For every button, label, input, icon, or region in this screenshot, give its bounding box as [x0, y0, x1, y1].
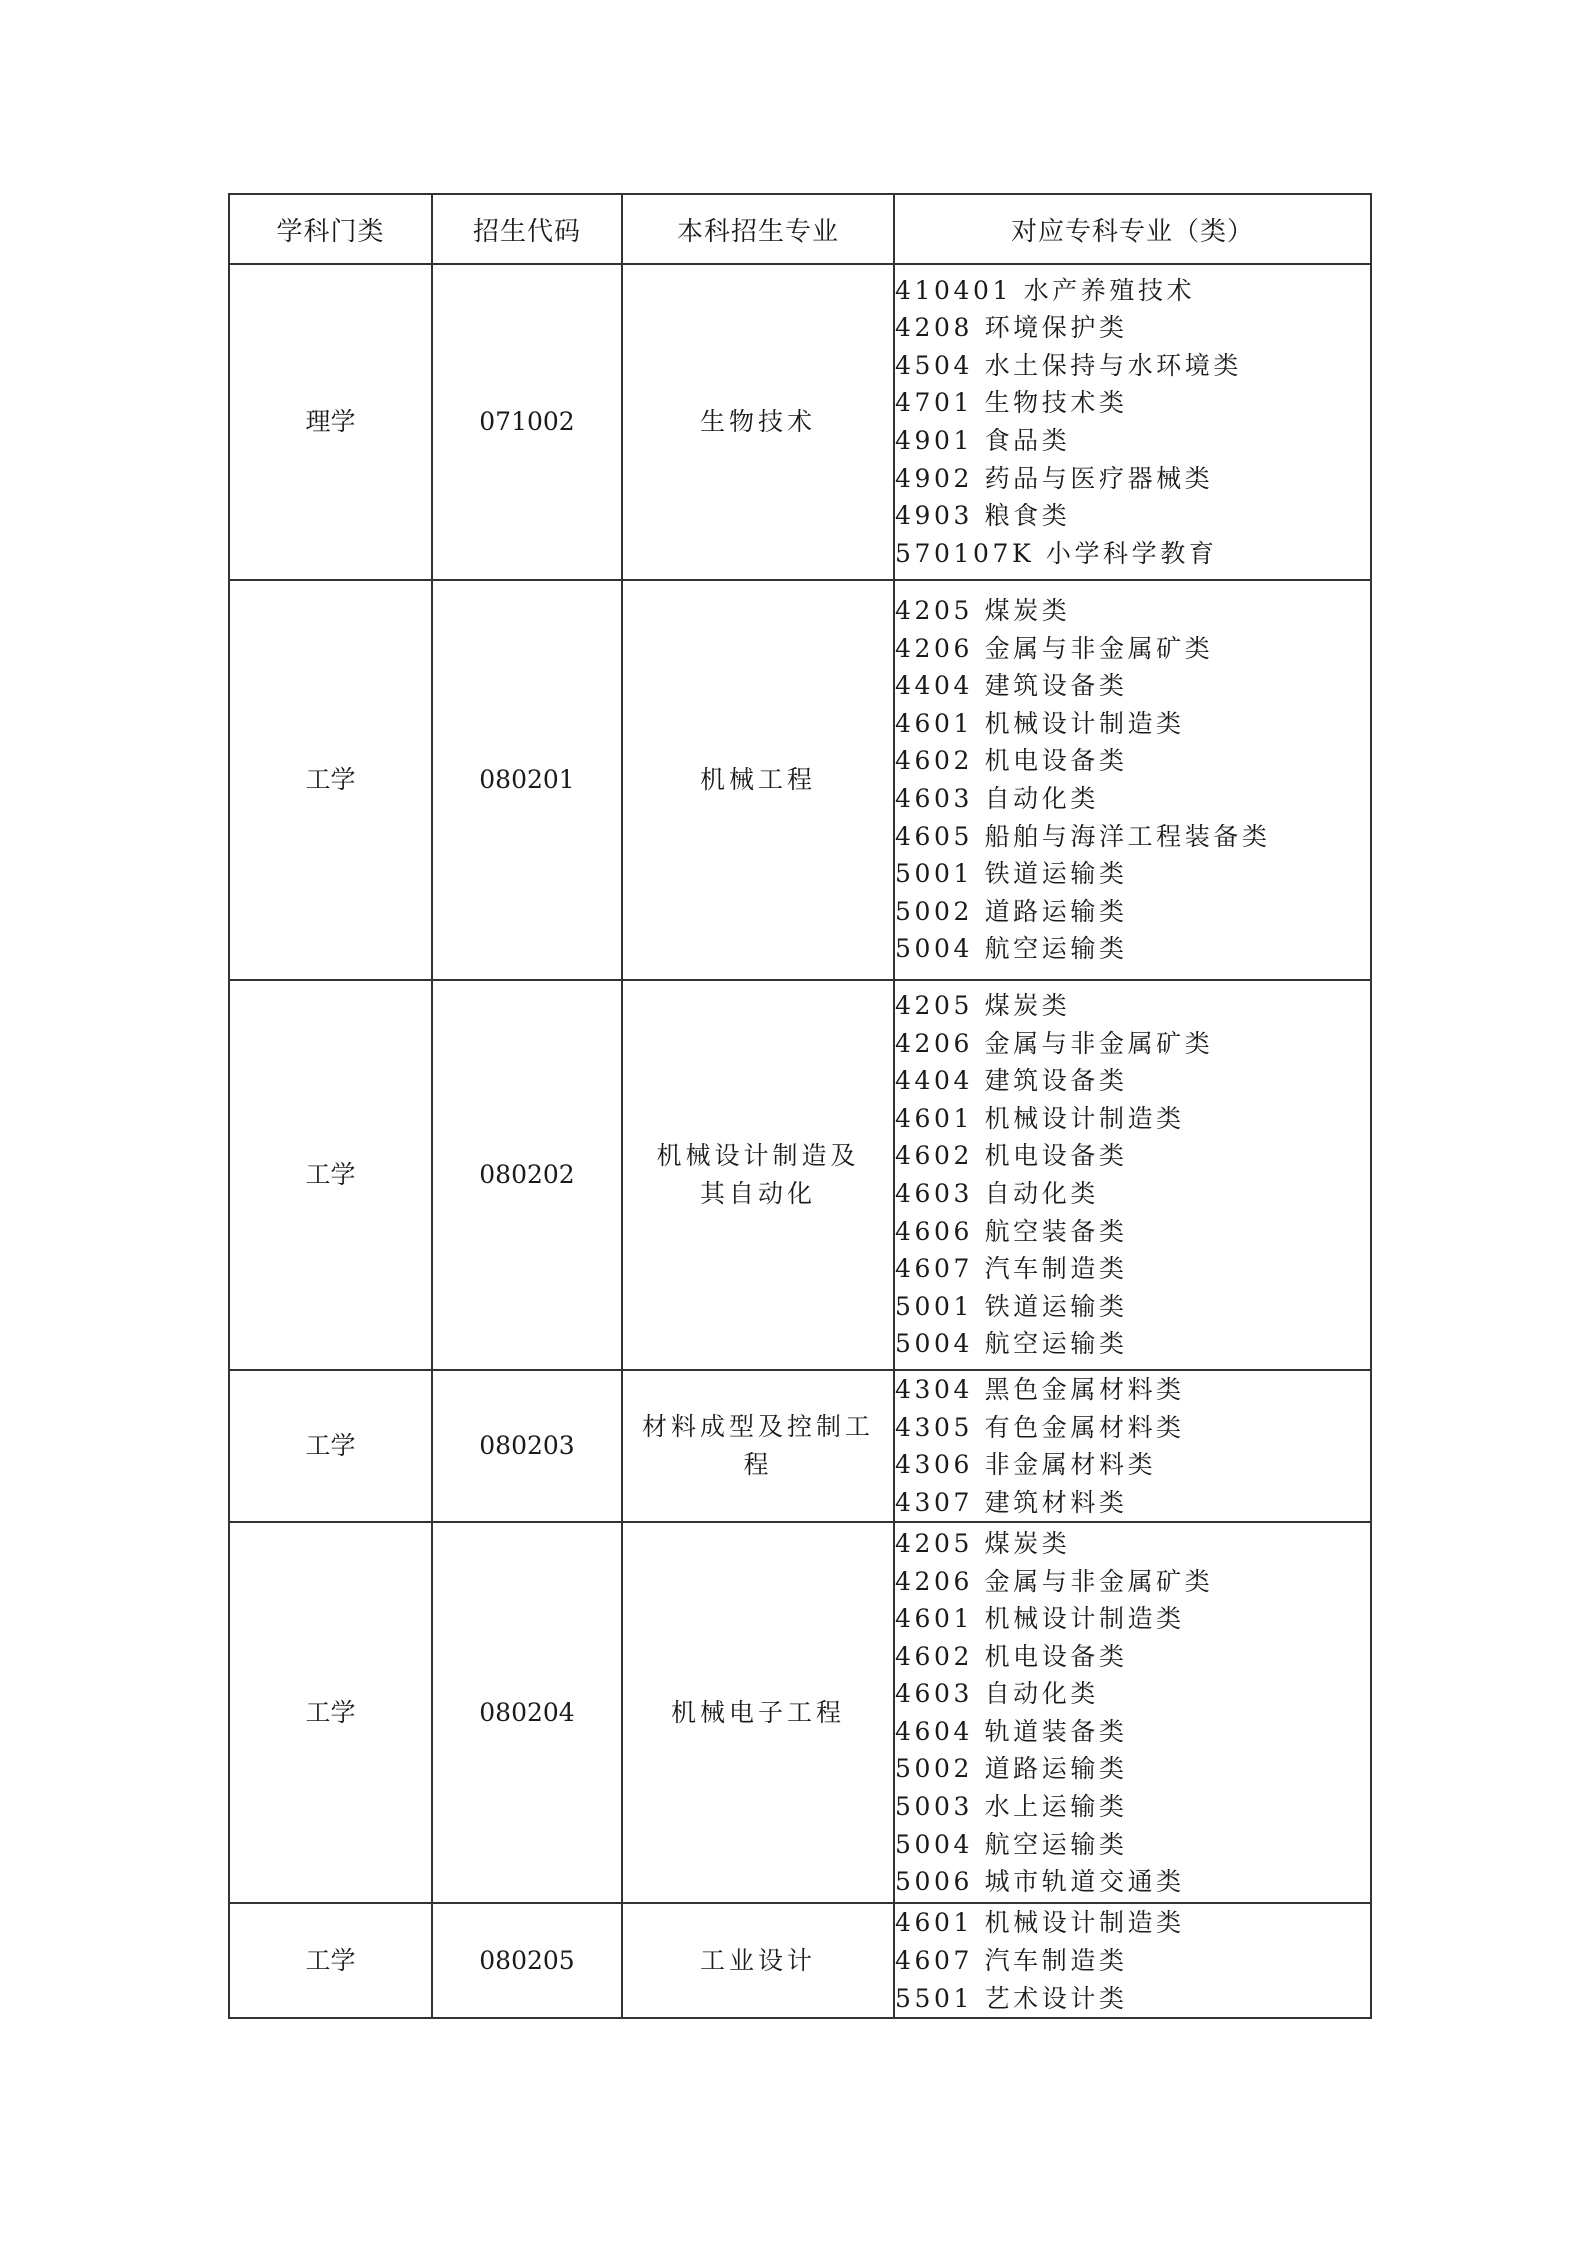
table-row: [229, 264, 1371, 580]
majors-table: [228, 193, 1372, 2019]
major-name: 生物技术: [699, 407, 816, 436]
associated-major-item: 4205 煤炭类: [895, 596, 1071, 626]
major-cell: [622, 1370, 894, 1522]
associated-major-item: 4208 环境保护类: [895, 313, 1128, 343]
category-cell: 工学: [229, 1522, 432, 1903]
associated-major-item: 4602 机电设备类: [895, 1141, 1128, 1171]
code-cell: 080205: [432, 1903, 622, 2018]
associated-major-item: 4504 水土保持与水环境类: [895, 350, 1242, 380]
associated-major-item: 4205 煤炭类: [895, 1528, 1071, 1558]
code-cell: 080204: [432, 1522, 622, 1903]
associated-major-item: 4601 机械设计制造类: [895, 708, 1185, 738]
associated-major-item: 4601 机械设计制造类: [895, 1908, 1185, 1938]
associated-cell: [894, 980, 1371, 1370]
major-cell: [622, 264, 894, 580]
associated-major-item: 4602 机电设备类: [895, 746, 1128, 776]
associated-major-item: 4903 粮食类: [895, 501, 1071, 531]
associated-major-item: 5001 铁道运输类: [895, 859, 1128, 889]
associated-major-item: 570107K 小学科学教育: [895, 538, 1218, 568]
associated-major-item: 4602 机电设备类: [895, 1641, 1128, 1671]
associated-major-item: 5003 水上运输类: [895, 1792, 1128, 1822]
associated-major-item: 4606 航空装备类: [895, 1216, 1128, 1246]
associated-major-item: 4701 生物技术类: [895, 388, 1128, 418]
associated-major-item: 4604 轨道装备类: [895, 1716, 1128, 1746]
associated-major-item: 5004 航空运输类: [895, 1829, 1128, 1859]
associated-major-item: 4206 金属与非金属矿类: [895, 1566, 1214, 1596]
major-name: 材料成型及控制工程: [641, 1412, 874, 1480]
major-name: 工业设计: [699, 1945, 816, 1975]
associated-major-item: 4601 机械设计制造类: [895, 1604, 1185, 1634]
associated-major-item: 4607 汽车制造类: [895, 1254, 1128, 1284]
code-cell: 080203: [432, 1370, 622, 1522]
associated-major-item: 4404 建筑设备类: [895, 1066, 1128, 1096]
associated-major-item: 4206 金属与非金属矿类: [895, 633, 1214, 663]
associated-major-item: 5002 道路运输类: [895, 1754, 1128, 1784]
associated-major-item: 4304 黑色金属材料类: [895, 1375, 1185, 1404]
associated-major-item: 4902 药品与医疗器械类: [895, 463, 1214, 493]
associated-major-item: 4901 食品类: [895, 426, 1071, 455]
associated-major-item: 4603 自动化类: [895, 1679, 1099, 1709]
major-cell: [622, 580, 894, 980]
table-row: [229, 1522, 1371, 1903]
associated-major-item: 4607 汽车制造类: [895, 1945, 1128, 1975]
associated-major-item: 5004 航空运输类: [895, 1329, 1128, 1359]
code-cell: 071002: [432, 264, 622, 580]
associated-major-item: 4605 船舶与海洋工程装备类: [895, 821, 1271, 851]
associated-cell: [894, 1522, 1371, 1903]
associated-major-item: 4206 金属与非金属矿类: [895, 1028, 1214, 1058]
associated-major-item: 5004 航空运输类: [895, 934, 1128, 964]
table-body: [229, 264, 1371, 2018]
major-name: 机械电子工程: [670, 1697, 845, 1727]
category-cell: 工学: [229, 1370, 432, 1522]
associated-major-item: 4404 建筑设备类: [895, 671, 1128, 701]
associated-major-item: 5501 艺术设计类: [895, 1983, 1128, 2013]
table-row: [229, 1370, 1371, 1522]
associated-major-item: 4205 煤炭类: [895, 991, 1071, 1021]
associated-cell: [894, 1370, 1371, 1522]
table-row: [229, 580, 1371, 980]
major-cell: [622, 980, 894, 1370]
category-cell: 工学: [229, 1903, 432, 2018]
associated-major-item: 4601 机械设计制造类: [895, 1103, 1185, 1133]
associated-major-item: 5001 铁道运输类: [895, 1291, 1128, 1321]
major-cell: [622, 1522, 894, 1903]
category-cell: 理学: [229, 264, 432, 580]
category-cell: 工学: [229, 980, 432, 1370]
major-name: 机械设计制造及其自动化: [656, 1141, 860, 1208]
header-code: 招生代码: [432, 194, 622, 264]
header-row: [229, 194, 1371, 264]
associated-major-item: 4603 自动化类: [895, 1179, 1099, 1208]
associated-major-item: 5006 城市轨道交通类: [895, 1867, 1185, 1897]
associated-major-item: 4306 非金属材料类: [895, 1450, 1157, 1480]
category-cell: 工学: [229, 580, 432, 980]
associated-cell: [894, 580, 1371, 980]
associated-major-item: 410401 水产养殖技术: [895, 275, 1196, 305]
associated-cell: [894, 1903, 1371, 2018]
table-row: [229, 980, 1371, 1370]
associated-major-item: 5002 道路运输类: [895, 896, 1128, 926]
major-cell: [622, 1903, 894, 2018]
major-name: 机械工程: [699, 765, 816, 794]
associated-major-item: 4603 自动化类: [895, 784, 1099, 813]
header-major: 本科招生专业: [622, 194, 894, 264]
associated-cell: [894, 264, 1371, 580]
code-cell: 080201: [432, 580, 622, 980]
header-associated: 对应专科专业（类）: [894, 194, 1371, 264]
header-category: 学科门类: [229, 194, 432, 264]
table-row: [229, 1903, 1371, 2018]
code-cell: 080202: [432, 980, 622, 1370]
associated-major-item: 4307 建筑材料类: [895, 1487, 1128, 1517]
associated-major-item: 4305 有色金属材料类: [895, 1412, 1185, 1442]
